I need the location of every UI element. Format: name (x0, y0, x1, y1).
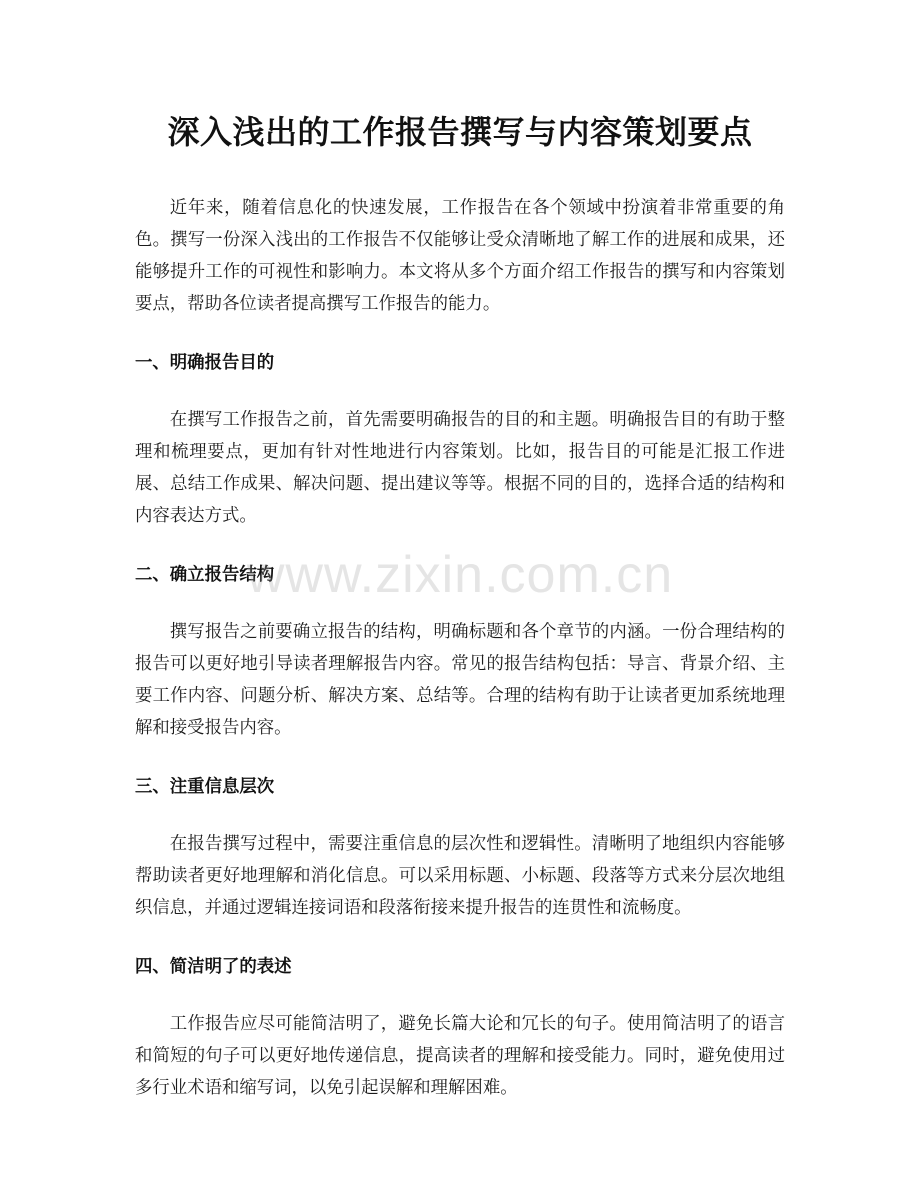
section-paragraph: 在撰写工作报告之前，首先需要明确报告的目的和主题。明确报告目的有助于整理和梳理要点，更加有针对性地进行内容策划。比如，报告目的可能是汇报工作进展、总结工作成果、解决问题、提出建议等等。根据不同的目的，选择合适的结构和内容表达方式。 (135, 410, 785, 526)
section-2 (135, 562, 785, 744)
section-paragraph: 撰写报告之前要确立报告的结构，明确标题和各个章节的内涵。一份合理结构的报告可以更好地引导读者理解报告内容。常见的报告结构包括：导言、背景介绍、主要工作内容、问题分析、解决方案、总结等。合理的结构有助于让读者更加系统地理解和接受报告内容。 (135, 622, 785, 738)
section-heading: 四、简洁明了的表述 (135, 957, 292, 977)
section-1 (135, 350, 785, 532)
section-paragraph: 在报告撰写过程中，需要注重信息的层次性和逻辑性。清晰明了地组织内容能够帮助读者更好地理解和消化信息。可以采用标题、小标题、段落等方式来分层次地组织信息，并通过逻辑连接词语和段落衔接来提升报告的连贯性和流畅度。 (135, 834, 785, 918)
section-heading: 二、确立报告结构 (135, 565, 275, 585)
document-title: 深入浅出的工作报告撰写与内容策划要点 (167, 113, 753, 151)
section-heading: 三、注重信息层次 (135, 777, 275, 797)
intro-paragraph: 近年来，随着信息化的快速发展，工作报告在各个领域中扮演着非常重要的角色。撰写一份深入浅出的工作报告不仅能够让受众清晰地了解工作的进展和成果，还能够提升工作的可视性和影响力。本文将从多个方面介绍工作报告的撰写和内容策划要点，帮助各位读者提高撰写工作报告的能力。 (135, 198, 785, 314)
section-3 (135, 774, 785, 924)
section-4 (135, 954, 785, 1104)
section-heading: 一、明确报告目的 (135, 353, 275, 373)
watermark: www.zixin.com.cn (246, 546, 674, 604)
section-paragraph: 工作报告应尽可能简洁明了，避免长篇大论和冗长的句子。使用简洁明了的语言和简短的句子可以更好地传递信息，提高读者的理解和接受能力。同时，避免使用过多行业术语和缩写词，以免引起误解和理解困难。 (135, 1014, 785, 1098)
